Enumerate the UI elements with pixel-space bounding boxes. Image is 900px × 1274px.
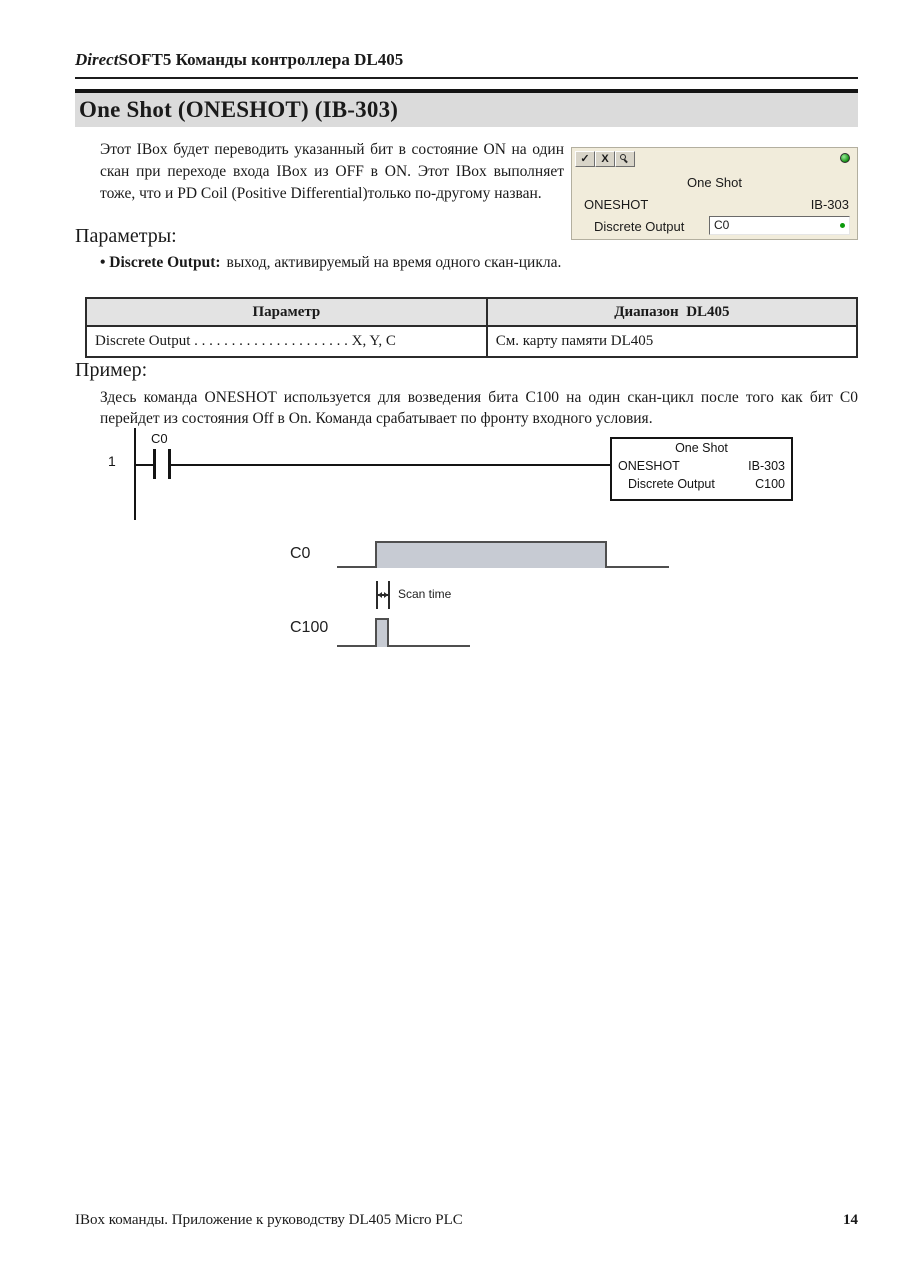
browse-button[interactable] [615, 151, 635, 167]
rung-number: 1 [108, 453, 116, 469]
signal-label-c100: C100 [290, 619, 329, 636]
instruction-mnemonic: ONESHOT [618, 459, 680, 473]
contact-symbol [153, 449, 156, 479]
contact-label: C0 [151, 431, 168, 446]
example-heading: Пример: [75, 359, 148, 381]
wire-segment [134, 464, 153, 466]
discrete-output-value: C0 [714, 218, 730, 232]
instruction-box-title: One Shot [675, 441, 728, 455]
parameter-range-table [85, 297, 858, 358]
intro-paragraph: Этот IBox будет переводить указанный бит в состояние ON на один скан при переходе входа IBox из OFF в ON. Этот IBox выполняет тоже, что и PD Coil (Positive Differential)только по-другому назван. [100, 141, 564, 202]
brand-name-italic: Direct [75, 50, 119, 69]
cross-icon: X [601, 152, 609, 165]
reject-button[interactable] [595, 151, 615, 167]
ibox-dialog-screenshot [571, 147, 858, 240]
magnifier-icon [620, 154, 630, 164]
waveform-baseline [607, 566, 669, 568]
ibox-toolbar [575, 151, 635, 167]
ibox-mnemonic-row [584, 197, 849, 212]
page-number: 14 [843, 1212, 858, 1228]
ibox-title: One Shot [687, 175, 742, 190]
example-paragraph: Здесь команда ONESHOT используется для возведения бита C100 на один скан-цикл после того как бит C0 перейдет из состояния Off в On. Команда срабатывает по фронту входного условия. [100, 389, 858, 427]
instruction-box-row [618, 459, 785, 473]
arrow-head-icon [378, 592, 382, 598]
c100-pulse [375, 618, 389, 647]
waveform-baseline [337, 645, 377, 647]
arrow-head-icon [384, 592, 388, 598]
bullet-term: • Discrete Output: [100, 254, 221, 271]
instruction-box-row [628, 477, 785, 491]
instruction-param-label: Discrete Output [628, 477, 715, 491]
footer-text: IBox команды. Приложение к руководству DL405 Micro PLC [75, 1212, 463, 1228]
page-footer [75, 1212, 858, 1229]
discrete-output-input[interactable] [709, 216, 850, 235]
scan-time-tick [388, 581, 390, 609]
running-header-text: SOFT5 Команды контроллера DL405 [118, 50, 404, 69]
page-title: One Shot (ONESHOT) (IB-303) [79, 97, 399, 122]
running-header [75, 50, 403, 70]
section-title-bar [75, 89, 858, 127]
column-header-parameter: Параметр [86, 298, 487, 326]
bullet-description: выход, активируемый на время одного скан-цикла. [226, 254, 562, 271]
ibox-mnemonic: ONESHOT [584, 197, 649, 212]
header-rule [75, 77, 858, 79]
parameter-bullet [100, 254, 858, 272]
cell-parameter: Discrete Output . . . . . . . . . . . . . . . . . . . . . X, Y, C [86, 326, 487, 357]
waveform-baseline [389, 645, 470, 647]
parameters-heading: Параметры: [75, 225, 177, 247]
table-row [86, 326, 857, 357]
ibox-param-label: Discrete Output [594, 219, 685, 234]
ladder-diagram [100, 428, 800, 520]
column-header-range: Диапазон DL405 [487, 298, 857, 326]
instruction-box [610, 437, 793, 501]
check-icon: ✓ [580, 152, 590, 165]
scan-time-label: Scan time [398, 587, 452, 601]
accept-button[interactable] [575, 151, 595, 167]
timing-diagram [230, 535, 690, 660]
instruction-param-value: C100 [755, 477, 785, 491]
table-header-row [86, 298, 857, 326]
valid-marker-icon [840, 223, 845, 228]
waveform-baseline [337, 566, 377, 568]
signal-label-c0: C0 [290, 545, 311, 562]
ibox-code: IB-303 [810, 197, 849, 212]
c0-pulse [375, 541, 607, 568]
power-rail [134, 428, 136, 520]
status-led-icon [840, 153, 850, 163]
wire-segment [170, 464, 610, 466]
cell-range: См. карту памяти DL405 [487, 326, 857, 357]
instruction-code: IB-303 [748, 459, 785, 473]
